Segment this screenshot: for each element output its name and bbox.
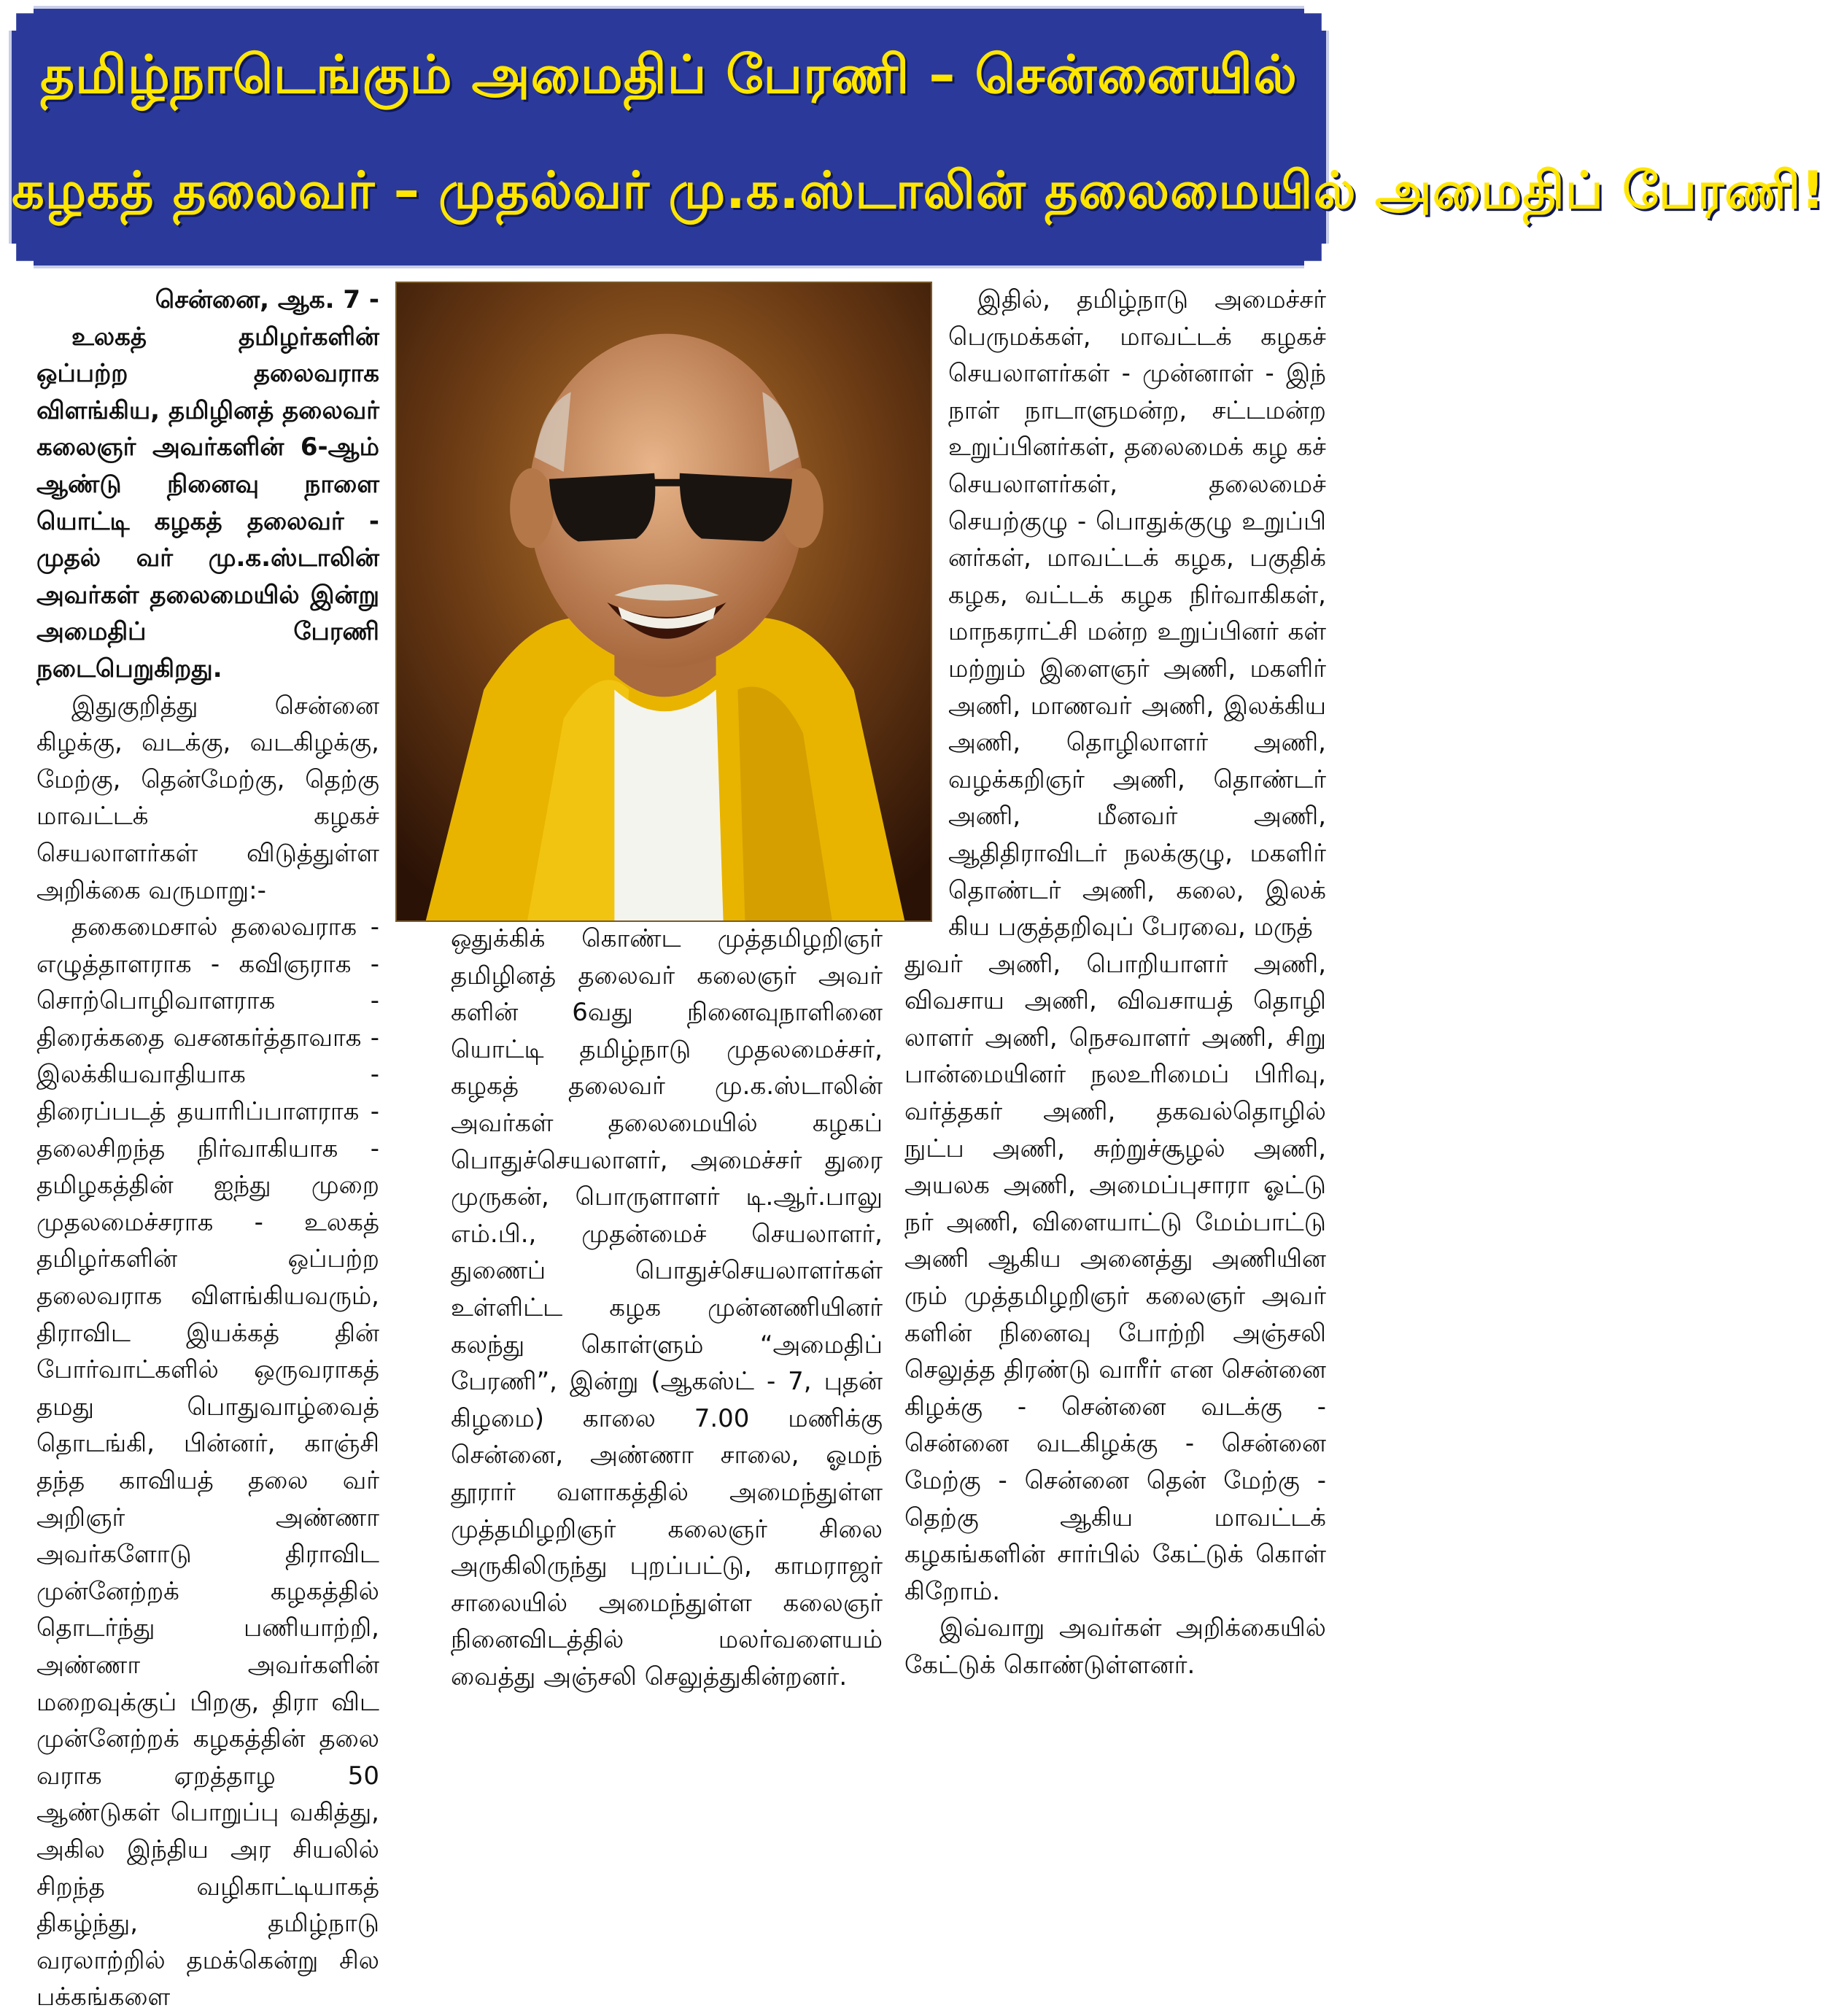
closing-paragraph: இவ்வாறு அவர்கள் அறிக்கையில் கேட்டுக் கொண்டுள்ளனர். <box>904 1613 1326 1680</box>
portrait-illustration <box>397 283 931 920</box>
intro-paragraph: இதுகுறித்து சென்னை கிழக்கு, வடக்கு, வடகிழக்கு, மேற்கு, தென்மேற்கு, தெற்கு மாவட்டக் கழகச் செயலாளர்கள் விடுத்துள்ள அறிக்கை வருமாறு:- <box>36 691 379 905</box>
headline-banner <box>9 6 1825 268</box>
body-paragraph: ஒதுக்கிக் கொண்ட முத்தமிழறிஞர் தமிழினத் தலைவர் கலைஞர் அவர் களின் 6வது நினைவுநாளினை யொட்டி தமிழ்நாடு முதலமைச்சர், கழகத் தலைவர் மு.க.ஸ்டாலின் அவர்கள் தலைமையில் கழகப் பொதுச்செயலாளர், அமைச்சர் துரை முருகன், பொருளாளர் டி.ஆர்.பாலு எம்.பி., முதன்மைச் செயலாளர், துணைப் பொதுச்செயலாளர்கள் உள்ளிட்ட கழக முன்னணியினர் கலந்து கொள்ளும் “அமைதிப் பேரணி”, இன்று (ஆகஸ்ட் - 7, புதன் கிழமை) காலை 7.00 மணிக்கு சென்னை, அண்ணா சாலை, ஓமந் தூரார் வளாகத்தில் அமைந்துள்ள முத்தமிழறிஞர் கலைஞர் சிலை அருகிலிருந்து புறப்பட்டு, காமராஜர் சாலையில் அமைந்துள்ள கலைஞர் நினைவிடத்தில் மலர்வளையம் வைத்து அஞ்சலி செலுத்துகின்றனர். <box>451 924 883 1691</box>
banner-corner-ornament <box>9 244 34 268</box>
article-column-3 <box>904 282 1326 1684</box>
headline-line-1: தமிழ்நாடெங்கும் அமைதிப் பேரணி – சென்னையில் <box>40 44 1298 105</box>
article-column-2 <box>451 920 883 1695</box>
body-paragraph: துவர் அணி, பொறியாளர் அணி, விவசாய அணி, விவசாயத் தொழி லாளர் அணி, நெசவாளர் அணி, சிறு பான்மையினர் நலஉரிமைப் பிரிவு, வர்த்தகர் அணி, தகவல்தொழில் நுட்ப அணி, சுற்றுச்சூழல் அணி, அயலக அணி, அமைப்புசாரா ஓட்டு நர் அணி, விளையாட்டு மேம்பாட்டு அணி ஆகிய அனைத்து அணியின ரும் முத்தமிழறிஞர் கலைஞர் அவர் களின் நினைவு போற்றி அஞ்சலி செலுத்த திரண்டு வாரீர் என சென்னை கிழக்கு - சென்னை வடக்கு - சென்னை வடகிழக்கு - சென்னை மேற்கு - சென்னை தென் மேற்கு - தெற்கு ஆகிய மாவட்டக் கழகங்களின் சார்பில் கேட்டுக் கொள் கிறோம். <box>904 949 1326 1606</box>
article-column-1 <box>36 282 379 2016</box>
headline-line-2: கழகத் தலைவர் – முதல்வர் மு.க.ஸ்டாலின் தலைமையில் அமைதிப் பேரணி! <box>12 160 1825 220</box>
lead-paragraph: உலகத் தமிழர்களின் ஒப்பற்ற தலைவராக விளங்கிய, தமிழினத் தலைவர் கலைஞர் அவர்களின் 6-ஆம் ஆண்டு நினைவு நாளை யொட்டி கழகத் தலைவர் - முதல் வர் மு.க.ஸ்டாலின் அவர்கள் தலைமையில் இன்று அமைதிப் பேரணி நடைபெறுகிறது. <box>36 322 379 683</box>
portrait-photo <box>395 282 932 922</box>
banner-corner-ornament <box>9 6 34 31</box>
body-paragraph: இதில், தமிழ்நாடு அமைச்சர் பெருமக்கள், மாவட்டக் கழகச் செயலாளர்கள் - முன்னாள் - இந் நாள் நாடாளுமன்ற, சட்டமன்ற உறுப்பினர்கள், தலைமைக் கழ கச் செயலாளர்கள், தலைமைச் செயற்குழு - பொதுக்குழு உறுப்பி னர்கள், மாவட்டக் கழக, பகுதிக் கழக, வட்டக் கழக நிர்வாகிகள், மாநகராட்சி மன்ற உறுப்பினர் கள் மற்றும் இளைஞர் அணி, மகளிர் அணி, மாணவர் அணி, இலக்கிய அணி, தொழிலாளர் அணி, வழக்கறிஞர் அணி, தொண்டர் அணி, மீனவர் அணி, ஆதிதிராவிடர் நலக்குழு, மகளிர் தொண்டர் அணி, கலை, இலக் கிய பகுத்தறிவுப் பேரவை, மருத் <box>948 285 1326 942</box>
body-paragraph: தகைமைசால் தலைவராக - எழுத்தாளராக - கவிஞராக - சொற்பொழிவாளராக - திரைக்கதை வசனகர்த்தாவாக - இலக்கியவாதியாக - திரைப்படத் தயாரிப்பாளராக - தலைசிறந்த நிர்வாகியாக - தமிழகத்தின் ஐந்து முறை முதலமைச்சராக - உலகத் தமிழர்களின் ஒப்பற்ற தலைவராக விளங்கியவரும், திராவிட இயக்கத் தின் போர்வாட்களில் ஒருவராகத் தமது பொதுவாழ்வைத் தொடங்கி, பின்னர், காஞ்சி தந்த காவியத் தலை வர் அறிஞர் அண்ணா அவர்களோடு திராவிட முன்னேற்றக் கழகத்தில் தொடர்ந்து பணியாற்றி, அண்ணா அவர்களின் மறைவுக்குப் பிறகு, திரா விட முன்னேற்றக் கழகத்தின் தலை வராக ஏறத்தாழ 50 ஆண்டுகள் பொறுப்பு வகித்து, அகில இந்திய அர சியலில் சிறந்த வழிகாட்டியாகத் திகழ்ந்து, தமிழ்நாடு வரலாற்றில் தமக்கென்று சில பக்கங்களை <box>36 912 379 2012</box>
banner-corner-ornament <box>1304 6 1329 31</box>
wrapped-paragraph <box>904 282 1326 946</box>
banner-corner-ornament <box>1304 244 1329 268</box>
dateline: சென்னை, ஆக. 7 - <box>155 285 379 314</box>
